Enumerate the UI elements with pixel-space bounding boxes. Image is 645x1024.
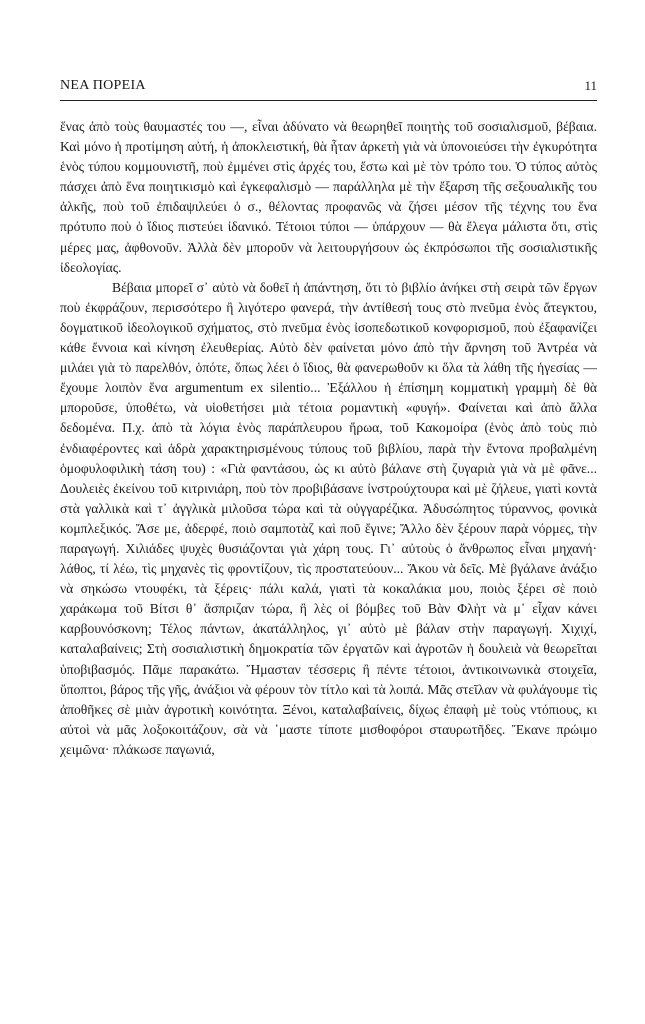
body-text	[60, 117, 597, 760]
running-head	[60, 78, 597, 100]
paragraph-continued: ἕνας ἀπὸ τοὺς θαυμαστές του —, εἶναι ἀδύνατο νὰ θεωρηθεῖ ποιητὴς τοῦ σοσιαλισμοῦ, βέβαια. Καὶ μόνο ἡ προτίμηση αὐτή, ἡ ἀποκλειστική, θὰ ἦταν ἀρκετὴ γιὰ νὰ ὑπονοιεύσει τὴν ἐγκυρότητα ἑνὸς τύπου κομμουνιστῆ, ποὺ ἐμμένει στὶς ἀρχές του, ἔστω καὶ μὲ τὸν τρόπο του. Ὁ τύπος αὐτὸς πάσχει ἀπὸ ἕνα ποιητικισμὸ καὶ ἐγκεφαλισμὸ — παράλληλα μὲ τὴν ἔξαρση τῆς σεξουαλικῆς του ἀλκῆς, ποὺ τοῦ ἐπιδαψιλεύει ὁ σ., θέλοντας προφανῶς νὰ ζήσει μέσον τῆς τέχνης του ἕνα πρότυπο ποὺ ὁ ἴδιος πιστεύει ἰδανικό. Τέτοιοι τύποι — ὑπάρχουν — θὰ ἔλεγα μάλιστα ὅτι, στὶς μέρες μας, ἀφθονοῦν. Ἀλλὰ δὲν μποροῦν νὰ λειτουργήσουν ὡς ἐκπρόσωποι τῆς σοσιαλιστικῆς ἰδεολογίας.	[60, 119, 597, 275]
journal-title: ΝΕΑ ΠΟΡΕΙΑ	[60, 78, 146, 93]
paragraph: Βέβαια μπορεῖ σ᾽ αὐτὸ νὰ δοθεῖ ἡ ἀπάντηση, ὅτι τὸ βιβλίο ἀνήκει στὴ σειρὰ τῶν ἔργων ποὺ ἐκφράζουν, περισσότερο ἢ λιγότερο φανερά, τὴν ἀντίθεσή τους στὸ πνεῦμα ἑνὸς ἄτεγκτου, δογματικοῦ ἰδεολογικοῦ σχήματος, στὸ πνεῦμα ἑνὸς ἰσοπεδωτικοῦ κονφορισμοῦ, ποὺ ἐξαφανίζει κάθε ἔννοια καὶ κίνηση ἐλευθερίας. Αὐτὸ δὲν φαίνεται μόνο ἀπὸ τὴν ἄρνηση τοῦ Ἀντρέα νὰ μιλάει γιὰ τὸ παρελθόν, ὁπότε, ὅπως λέει ὁ ἴδιος, θὰ φανερωθοῦν κι ὅλα τὰ λάθη τῆς ἡγεσίας — ἔχουμε λοιπὸν ἕνα argumentum ex silentio... Ἐξάλλου ἡ ἐπίσημη κομματικὴ γραμμὴ δὲ θὰ μποροῦσε, ὑποθέτω, νὰ υἱοθετήσει μιὰ τέτοια ρομαντικὴ «φυγή». Φαίνεται καὶ ἀπὸ ἄλλα δεδομένα. Π.χ. ἀπὸ τὰ λόγια ἑνὸς παράπλευρου ἥρωα, τοῦ Κακομοίρα (ἑνὸς ἀπὸ τοὺς πιὸ ἐνδιαφέροντες καὶ ἁδρὰ χαρακτηρισμένους τύπους τοῦ βιβλίου, παρὰ τὴν ἔντονα προβαλμένη ὁμοφυλοφιλικὴ τάση του) : «Γιὰ φαντάσου, ὡς κι αὐτὸ βάλανε στὴ ζυγαριὰ γιὰ νὰ μὲ φᾶνε... Δουλειὲς ἐκείνου τοῦ κιτρινιάρη, ποὺ τὸν προβιβάσανε ἰνστρούχτουρα καὶ μὲ ζήλευε, γιατὶ κοντὰ στὰ γαλλικὰ καὶ τ᾽ ἀγγλικὰ μιλοῦσα τώρα καὶ τὰ οὐγγαρέζικα. Ἀδυσώπητος τύραννος, φονικὰ κομπλεξικός. Ἄσε με, ἀδερφέ, ποιὸ σαμποτὰζ καὶ ποῦ ἔγινε; Ἄλλο δὲν ξέρουν παρὰ νόρμες, τὴν παραγωγή. Χιλιάδες ψυχὲς θυσιάζονται γιὰ χάρη τους. Γι᾽ αὐτοὺς ὁ ἄνθρωπος εἶναι μηχανή· λάθος, τί λέω, τὶς μηχανὲς τὶς φροντίζουν, τὶς προστατεύουν... Ἄκου νὰ δεῖς. Μὲ βγάλανε ἀνάξιο νὰ σηκώσω ντουφέκι, τὰ ξέρεις· πάλι καλά, γιατὶ τὰ κοκαλάκια μου, ποιὸς ξέρει σὲ ποιὸ χαράκωμα τοῦ Βίτσι θ᾽ ἄσπριζαν τώρα, ἢ λὲς οἱ βόμβες τοῦ Βὰν Φλὴτ νὰ μ᾽ εἶχαν κάνει καρβουνόσκονη; Τέλος πάντων, ἀκατάλληλος, γι᾽ αὐτὸ μὲ βάλαν στὴν παραγωγή. Χιχιχί, καταλαβαίνεις; Στὴ σοσιαλιστικὴ δημοκρατία τῶν ἐργατῶν καὶ ἀγροτῶν ἡ δουλειὰ νὰ θεωρεῖται ὑποβιβασμός. Πᾶμε παρακάτω. Ἤμασταν τέσσερις ἢ πέντε τέτοιοι, ἀντικοινωνικὰ στοιχεῖα, ὕποπτοι, βάρος τῆς γῆς, ἀνάξιοι νὰ φέρουν τὸν τίτλο καὶ τὰ λοιπά. Μᾶς στεῖλαν νὰ φυλάγουμε τὶς ἀποθῆκες σὲ μιὰν ἀγροτικὴ κοινότητα. Ξένοι, καταλαβαίνεις, δίχως ἐπαφὴ μὲ τοὺς ντόπιους, κι αὐτοὶ νὰ μᾶς λοξοκοιτάζουν, σὰ νὰ ᾽μαστε τίποτε μισθοφόροι σταυρωτῆδες. Ἔκανε πρώιμο χειμῶνα· πλάκωσε παγωνιά,	[60, 279, 597, 757]
page-number: 11	[584, 78, 597, 93]
header-rule	[60, 100, 597, 101]
